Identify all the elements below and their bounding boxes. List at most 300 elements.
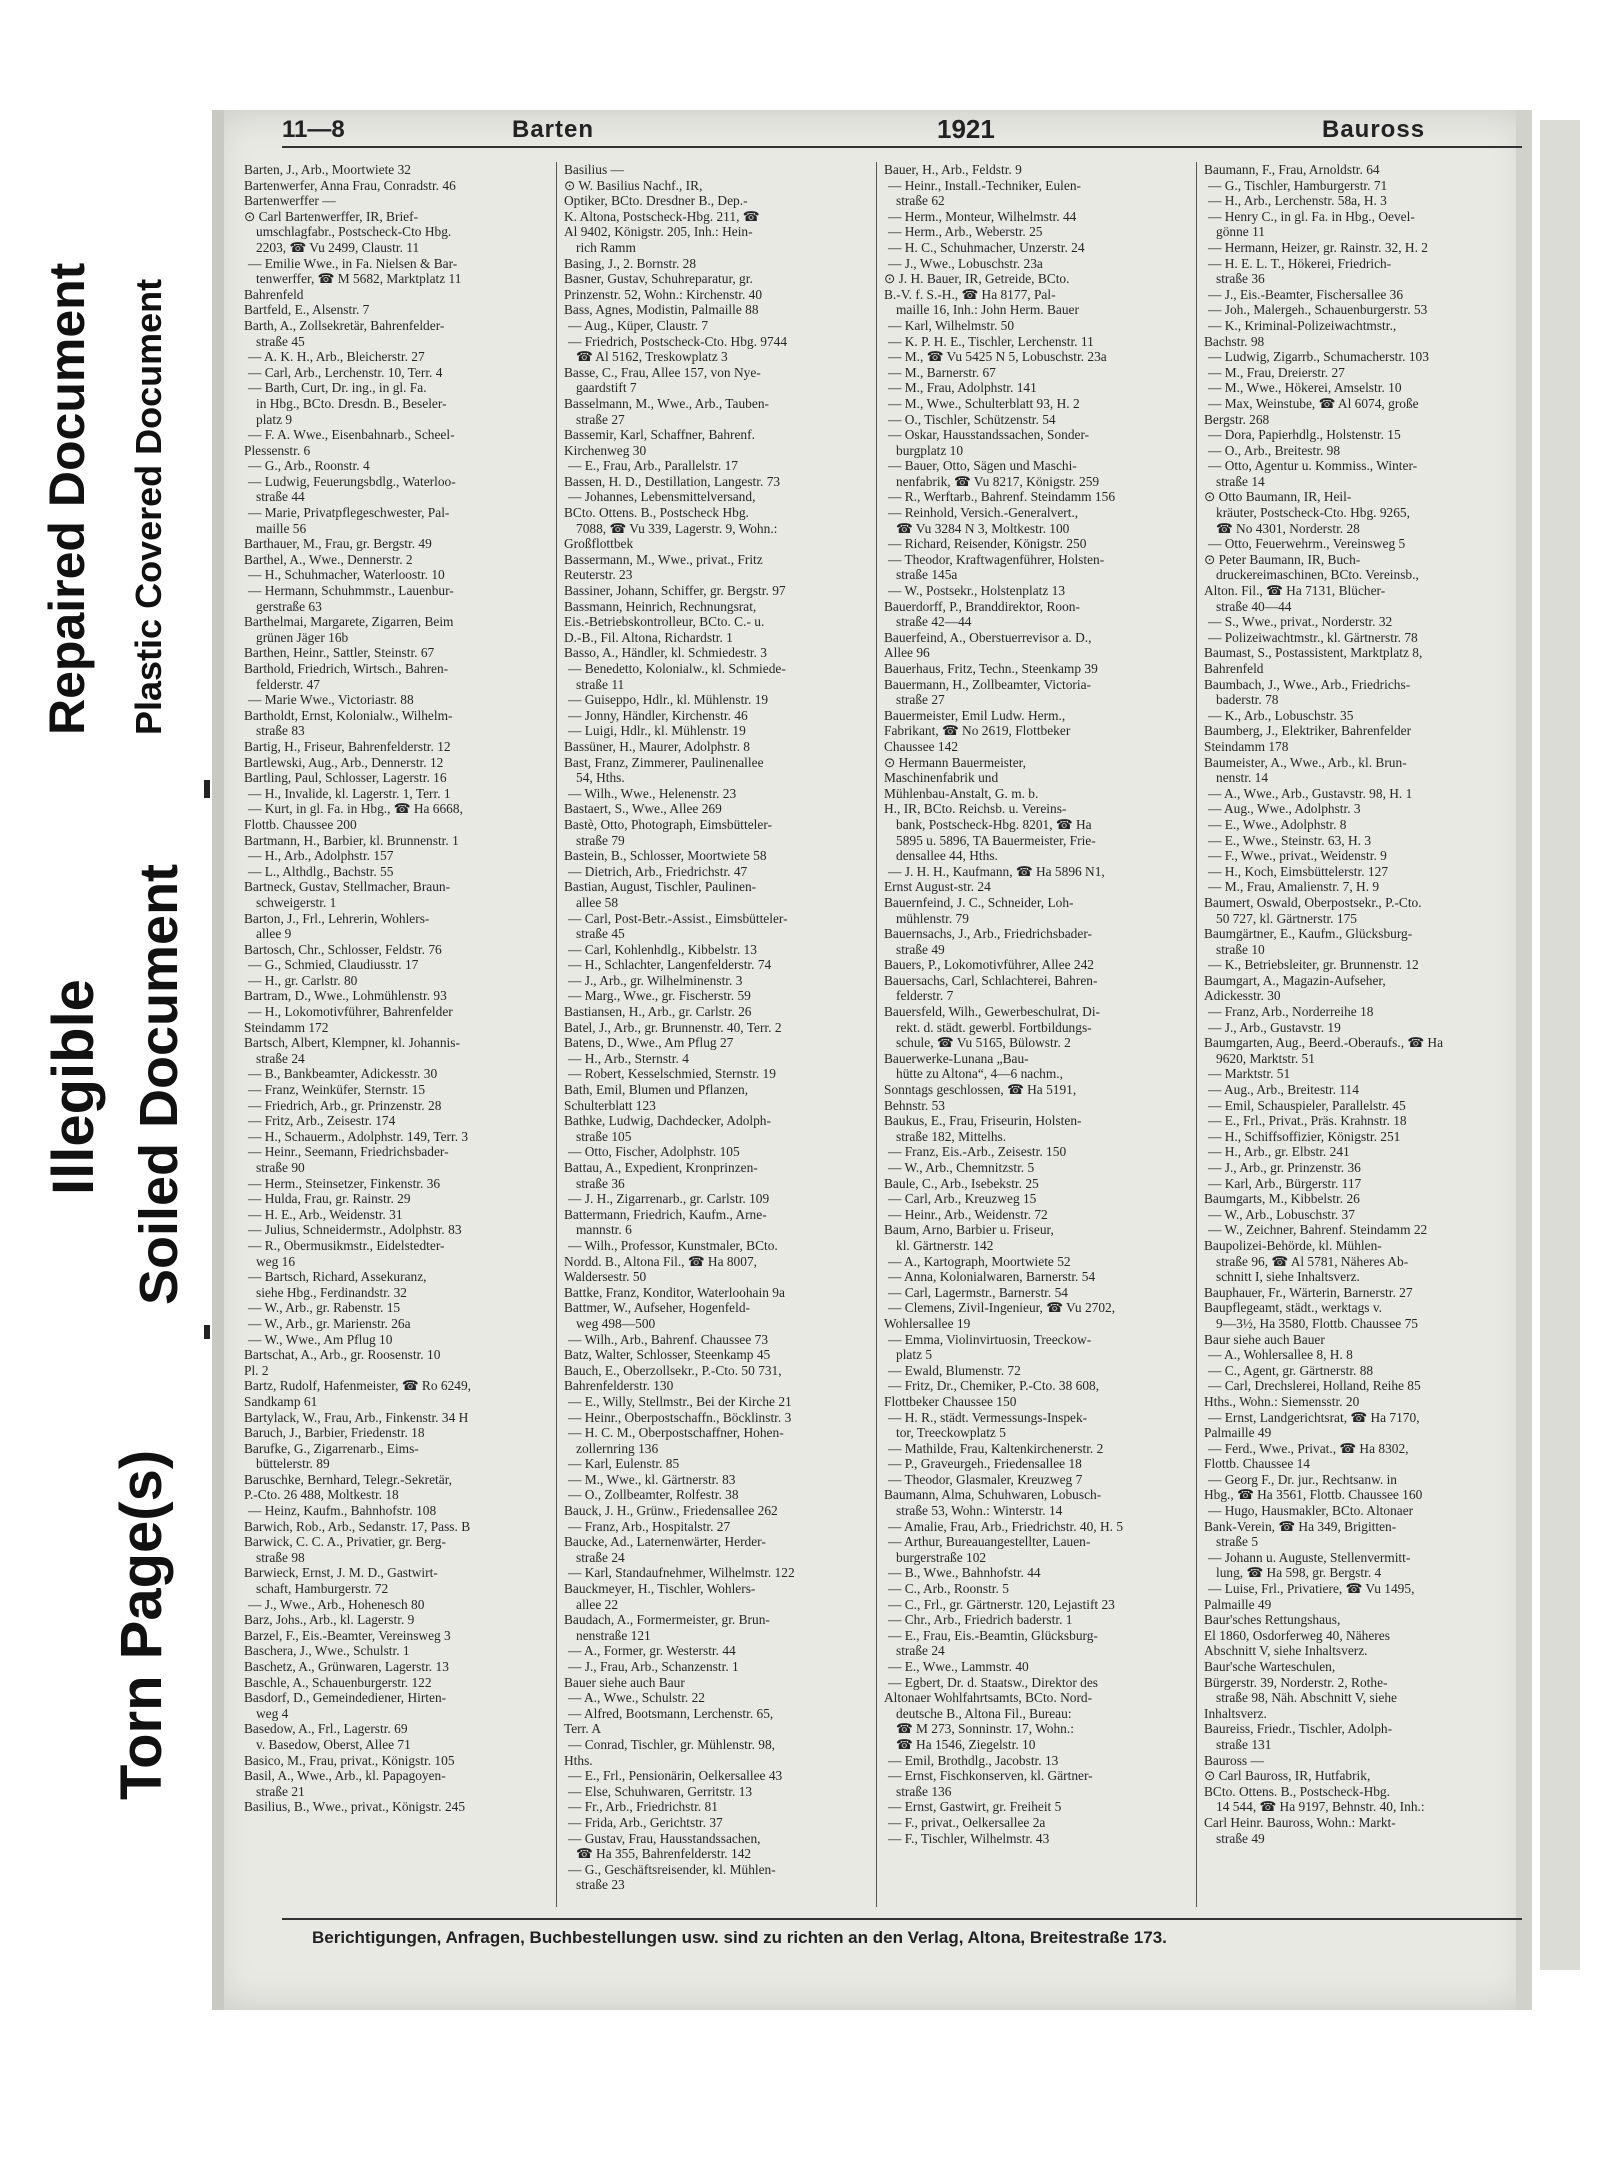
directory-line: — Franz, Arb., Hospitalstr. 27 bbox=[568, 1518, 731, 1534]
directory-line: Baudach, A., Formermeister, gr. Brun- bbox=[564, 1612, 770, 1628]
directory-line: — S., Wwe., privat., Norderstr. 32 bbox=[1208, 614, 1393, 630]
directory-line: Bartholdt, Ernst, Kolonialw., Wilhelm- bbox=[244, 707, 453, 723]
directory-line: Bauermann, H., Zollbeamter, Victoria- bbox=[884, 676, 1092, 692]
directory-line: Baschle, A., Schauenburgerstr. 122 bbox=[244, 1674, 432, 1690]
directory-line: — Ernst, Landgerichtsrat, ☎ Ha 7170, bbox=[1208, 1409, 1420, 1425]
directory-line: Barwieck, Ernst, J. M. D., Gastwirt- bbox=[244, 1565, 438, 1581]
column-rule bbox=[1196, 162, 1197, 1907]
directory-line: — Hermann, Heizer, gr. Rainstr. 32, H. 2 bbox=[1208, 239, 1428, 255]
directory-line: — Max, Weinstube, ☎ Al 6074, große bbox=[1208, 395, 1419, 411]
directory-line: — Reinhold, Versich.-Generalvert., bbox=[888, 505, 1079, 521]
directory-line: — Ernst, Gastwirt, gr. Freiheit 5 bbox=[888, 1799, 1062, 1815]
directory-line: — H. C. M., Oberpostschaffner, Hohen- bbox=[568, 1425, 784, 1441]
directory-line: — H., Schiffsoffizier, Königstr. 251 bbox=[1208, 1128, 1401, 1144]
directory-line: — K. P. H. E., Tischler, Lerchenstr. 11 bbox=[888, 333, 1094, 349]
directory-line: Barz, Johs., Arb., kl. Lagerstr. 9 bbox=[244, 1612, 415, 1628]
page-header bbox=[282, 110, 1522, 148]
directory-line: — F., Wwe., privat., Weidenstr. 9 bbox=[1208, 848, 1387, 864]
directory-line: Baruch, J., Barbier, Friedenstr. 18 bbox=[244, 1425, 425, 1441]
directory-line: v. Basedow, Oberst, Allee 71 bbox=[256, 1736, 411, 1752]
directory-line: Baschera, J., Wwe., Schulstr. 1 bbox=[244, 1643, 410, 1659]
directory-line: — G., Arb., Roonstr. 4 bbox=[248, 458, 370, 474]
directory-line: baderstr. 78 bbox=[1216, 692, 1279, 708]
directory-line: straße 49 bbox=[1216, 1830, 1265, 1846]
directory-line: Schulterblatt 123 bbox=[564, 1097, 656, 1113]
directory-line: Bartling, Paul, Schlosser, Lagerstr. 16 bbox=[244, 770, 447, 786]
directory-line: Bassermann, M., Wwe., privat., Fritz bbox=[564, 551, 763, 567]
directory-line: Maschinenfabrik und bbox=[884, 770, 999, 786]
directory-line: nenstraße 121 bbox=[576, 1627, 651, 1643]
directory-line: Battmer, W., Aufseher, Hogenfeld- bbox=[564, 1300, 750, 1316]
directory-line: — M., Wwe., Hökerei, Amselstr. 10 bbox=[1208, 380, 1402, 396]
directory-line: allee 9 bbox=[256, 926, 292, 942]
directory-line: straße 23 bbox=[576, 1877, 625, 1893]
directory-line: siehe Hbg., Ferdinandstr. 32 bbox=[256, 1284, 407, 1300]
directory-line: — Friedrich, Arb., gr. Prinzenstr. 28 bbox=[248, 1097, 442, 1113]
directory-line: — Carl, Arb., Lerchenstr. 10, Terr. 4 bbox=[248, 364, 443, 380]
directory-line: Baumgarts, M., Kibbelstr. 26 bbox=[1204, 1191, 1360, 1207]
directory-line: — Oskar, Hausstandssachen, Sonder- bbox=[888, 427, 1090, 443]
page-border-right bbox=[1516, 110, 1532, 2010]
directory-line: burgplatz 10 bbox=[896, 442, 964, 458]
directory-line: El 1860, Osdorferweg 40, Näheres bbox=[1204, 1627, 1390, 1643]
directory-line: Hths. bbox=[564, 1752, 593, 1768]
directory-line: Bast, Franz, Zimmerer, Paulinenallee bbox=[564, 754, 764, 770]
directory-line: — W., Arb., gr. Marienstr. 26a bbox=[248, 1315, 411, 1331]
directory-line: Bank-Verein, ☎ Ha 349, Brigitten- bbox=[1204, 1518, 1397, 1534]
directory-line: ⊙ Hermann Bauermeister, bbox=[884, 754, 1026, 770]
directory-line: straße 24 bbox=[576, 1549, 625, 1565]
directory-line: Basse, C., Frau, Allee 157, von Nye- bbox=[564, 364, 761, 380]
directory-line: Bergstr. 268 bbox=[1204, 411, 1270, 427]
directory-line: Bauerwerke-Lunana „Bau- bbox=[884, 1050, 1029, 1066]
directory-line: rich Ramm bbox=[576, 239, 636, 255]
directory-line: straße 36 bbox=[1216, 271, 1265, 287]
directory-column-2 bbox=[564, 162, 866, 1907]
directory-line: Basso, A., Händler, kl. Schmiedestr. 3 bbox=[564, 645, 767, 661]
directory-line: Barwich, Rob., Arb., Sedanstr. 17, Pass. B bbox=[244, 1518, 471, 1534]
page-footer: Berichtigungen, Anfragen, Buchbestellungen usw. sind zu richten an den Verlag, Altona, Breitestraße 173. bbox=[312, 1928, 1167, 1947]
directory-line: kl. Gärtnerstr. 142 bbox=[896, 1237, 994, 1253]
page-border-left bbox=[212, 110, 224, 2010]
directory-line: straße 40—44 bbox=[1216, 598, 1292, 614]
directory-line: gönne 11 bbox=[1216, 224, 1265, 240]
directory-line: felderstr. 7 bbox=[896, 988, 954, 1004]
directory-line: — Benedetto, Kolonialw., kl. Schmiede- bbox=[568, 661, 786, 676]
directory-line: Bauermeister, Emil Ludw. Herm., bbox=[884, 707, 1066, 723]
directory-line: — A., Wwe., Schulstr. 22 bbox=[568, 1690, 706, 1706]
directory-line: — Ferd., Wwe., Privat., ☎ Ha 8302, bbox=[1208, 1440, 1409, 1456]
directory-line: — J., Eis.-Beamter, Fischersallee 36 bbox=[1208, 286, 1404, 302]
directory-line: Al 9402, Königstr. 205, Inh.: Hein- bbox=[564, 224, 753, 240]
directory-line: — H., Invalide, kl. Lagerstr. 1, Terr. 1 bbox=[248, 785, 451, 801]
directory-line: Basing, J., 2. Bornstr. 28 bbox=[564, 255, 697, 271]
directory-line: Großflottbek bbox=[564, 536, 634, 552]
directory-line: — L., Althdlg., Bachstr. 55 bbox=[248, 863, 394, 879]
directory-line: — Luise, Frl., Privatiere, ☎ Vu 1495, bbox=[1208, 1581, 1415, 1597]
directory-line: — H., Koch, Eimsbüttelerstr. 127 bbox=[1208, 863, 1389, 879]
directory-line: Palmaille 49 bbox=[1204, 1596, 1272, 1612]
label-repaired-document: Repaired Document bbox=[39, 262, 95, 735]
directory-line: Hbg., ☎ Ha 3561, Flottb. Chaussee 160 bbox=[1204, 1487, 1423, 1503]
directory-line: ☎ Ha 1546, Ziegelstr. 10 bbox=[896, 1736, 1036, 1752]
directory-line: hütte zu Altona“, 4—6 nachm., bbox=[896, 1066, 1063, 1082]
directory-line: straße 27 bbox=[576, 411, 625, 427]
directory-line: mannstr. 6 bbox=[576, 1222, 632, 1238]
directory-column-1 bbox=[244, 162, 546, 1907]
page-torn-edge bbox=[1540, 120, 1580, 1970]
column-rule bbox=[556, 162, 557, 1907]
directory-line: — Bartsch, Richard, Assekuranz, bbox=[248, 1269, 427, 1285]
directory-line: Bauerhaus, Fritz, Techn., Steenkamp 39 bbox=[884, 661, 1098, 676]
directory-line: — B., Bankbeamter, Adickesstr. 30 bbox=[248, 1066, 438, 1082]
directory-line: straße 105 bbox=[576, 1128, 632, 1144]
directory-line: — H., Schuhmacher, Waterloostr. 10 bbox=[248, 567, 445, 583]
directory-line: Baupflegeamt, städt., werktags v. bbox=[1204, 1300, 1382, 1316]
directory-line: Hths., Wohn.: Siemensstr. 20 bbox=[1204, 1393, 1360, 1409]
directory-line: schaft, Hamburgerstr. 72 bbox=[256, 1581, 389, 1597]
directory-line: Barten, J., Arb., Moortwiete 32 bbox=[244, 162, 411, 177]
directory-line: — Gustav, Frau, Hausstandssachen, bbox=[568, 1830, 761, 1846]
directory-line: — W., Postsekr., Holstenplatz 13 bbox=[888, 583, 1066, 599]
directory-line: Bahrenfeld bbox=[244, 286, 304, 302]
label-torn-pages: Torn Page(s) bbox=[109, 1449, 174, 1800]
directory-line: Bauch, E., Oberzollsekr., P.-Cto. 50 731, bbox=[564, 1362, 782, 1378]
directory-line: — H. R., städt. Vermessungs-Inspek- bbox=[888, 1409, 1088, 1425]
directory-line: ⊙ Otto Baumann, IR, Heil- bbox=[1204, 489, 1352, 505]
directory-line: — Carl, Lagermstr., Barnerstr. 54 bbox=[888, 1284, 1068, 1300]
directory-line: Bastian, August, Tischler, Paulinen- bbox=[564, 879, 757, 895]
directory-line: — Carl, Arb., Kreuzweg 15 bbox=[888, 1191, 1037, 1207]
directory-line: — Joh., Malergeh., Schauenburgerstr. 53 bbox=[1208, 302, 1428, 318]
directory-line: grünen Jäger 16b bbox=[256, 629, 349, 645]
directory-line: BCto. Ottens. B., Postscheck-Hbg. bbox=[1204, 1783, 1390, 1799]
scanned-page bbox=[212, 110, 1532, 2010]
directory-line: — Heinz, Kaufm., Bahnhofstr. 108 bbox=[248, 1503, 437, 1519]
directory-line: — Karl, Wilhelmstr. 50 bbox=[888, 317, 1015, 333]
directory-line: straße 131 bbox=[1216, 1736, 1272, 1752]
directory-line: — G., Schmied, Claudiusstr. 17 bbox=[248, 957, 419, 973]
directory-line: Allee 96 bbox=[884, 645, 930, 661]
directory-line: — Conrad, Tischler, gr. Mühlenstr. 98, bbox=[568, 1736, 776, 1752]
directory-line: straße 45 bbox=[576, 926, 625, 942]
directory-line: — Frida, Arb., Gerichtstr. 37 bbox=[568, 1814, 723, 1830]
directory-line: — Otto, Fischer, Adolphstr. 105 bbox=[568, 1144, 740, 1160]
directory-line: straße 27 bbox=[896, 692, 945, 708]
header-left-word: Barten bbox=[512, 116, 595, 143]
directory-line: Sandkamp 61 bbox=[244, 1393, 318, 1409]
directory-line: — E., Frl., Privat., Präs. Krahnstr. 18 bbox=[1208, 1113, 1407, 1129]
directory-line: platz 9 bbox=[256, 411, 293, 427]
directory-line: — H. E. L. T., Hökerei, Friedrich- bbox=[1208, 255, 1392, 271]
directory-line: Battermann, Friedrich, Kaufm., Arne- bbox=[564, 1206, 767, 1222]
directory-line: 14 544, ☎ Ha 9197, Behnstr. 40, Inh.: bbox=[1216, 1799, 1425, 1815]
directory-line: Baum, Arno, Barbier u. Friseur, bbox=[884, 1222, 1054, 1238]
directory-line: Bartylack, W., Frau, Arb., Finkenstr. 34 H bbox=[244, 1409, 469, 1425]
directory-line: densallee 44, Hths. bbox=[896, 848, 998, 864]
directory-line: Ernst August-str. 24 bbox=[884, 879, 991, 895]
directory-line: gaardstift 7 bbox=[576, 380, 637, 396]
directory-line: — E., Frl., Pensionärin, Oelkersallee 43 bbox=[568, 1768, 783, 1784]
directory-line: Bath, Emil, Blumen und Pflanzen, bbox=[564, 1082, 749, 1098]
directory-line: — Hermann, Schuhmmstr., Lauenbur- bbox=[248, 583, 454, 599]
directory-line: Baumgart, A., Magazin-Aufseher, bbox=[1204, 972, 1386, 988]
directory-line: 5895 u. 5896, TA Bauermeister, Frie- bbox=[896, 832, 1096, 848]
directory-line: — O., Arb., Breitestr. 98 bbox=[1208, 442, 1341, 458]
directory-line: — M., Wwe., Schulterblatt 93, H. 2 bbox=[888, 395, 1080, 411]
directory-line: straße 14 bbox=[1216, 473, 1265, 489]
column-rule bbox=[876, 162, 877, 1907]
directory-line: rekt. d. städt. gewerbl. Fortbildungs- bbox=[896, 1019, 1092, 1035]
directory-line: Bartenwerffer — bbox=[244, 193, 336, 209]
directory-line: straße 36 bbox=[576, 1175, 625, 1191]
directory-line: Bass, Agnes, Modistin, Palmaille 88 bbox=[564, 302, 759, 318]
directory-line: allee 22 bbox=[576, 1596, 619, 1612]
directory-line: allee 58 bbox=[576, 894, 619, 910]
directory-line: — Carl, Post-Betr.-Assist., Eimsbütteler- bbox=[568, 910, 788, 926]
directory-line: zollernring 136 bbox=[576, 1440, 659, 1456]
directory-line: — H., Arb., Sternstr. 4 bbox=[568, 1050, 689, 1066]
separator-mark bbox=[204, 1325, 210, 1339]
directory-line: straße 11 bbox=[576, 676, 625, 692]
header-year: 1921 bbox=[937, 114, 995, 144]
directory-line: Barufke, G., Zigarrenarb., Eims- bbox=[244, 1440, 419, 1456]
directory-line: — Robert, Kesselschmied, Sternstr. 19 bbox=[568, 1066, 776, 1082]
directory-line: — Carl, Kohlenhdlg., Kibbelstr. 13 bbox=[568, 941, 757, 957]
directory-line: — Emil, Brothdlg., Jacobstr. 13 bbox=[888, 1752, 1059, 1768]
directory-line: Baumgarten, Aug., Beerd.-Oberaufs., ☎ Ha bbox=[1204, 1035, 1444, 1051]
directory-line: Eis.-Betriebskontrolleur, BCto. C.- u. bbox=[564, 614, 765, 630]
directory-line: — Friedrich, Postscheck-Cto. Hbg. 9744 bbox=[568, 333, 788, 349]
directory-line: Baucke, Ad., Laternenwärter, Herder- bbox=[564, 1534, 766, 1550]
directory-line: Bastè, Otto, Photograph, Eimsbütteler- bbox=[564, 816, 772, 832]
directory-line: Bartsch, Albert, Klempner, kl. Johannis- bbox=[244, 1035, 460, 1051]
directory-line: Baur'sches Rettungshaus, bbox=[1204, 1612, 1341, 1628]
directory-line: — G., Geschäftsreisender, kl. Mühlen- bbox=[568, 1861, 776, 1877]
directory-line: — Johann u. Auguste, Stellenvermitt- bbox=[1208, 1549, 1411, 1565]
directory-line: — Fritz, Dr., Chemiker, P.-Cto. 38 608, bbox=[888, 1378, 1100, 1394]
directory-line: Barthold, Friedrich, Wirtsch., Bahren- bbox=[244, 661, 449, 676]
directory-line: straße 136 bbox=[896, 1783, 952, 1799]
directory-line: Steindamm 178 bbox=[1204, 738, 1289, 754]
directory-line: — Herm., Monteur, Wilhelmstr. 44 bbox=[888, 208, 1077, 224]
directory-line: Baumgärtner, E., Kaufm., Glücksburg- bbox=[1204, 926, 1413, 942]
directory-line: straße 98 bbox=[256, 1549, 305, 1565]
directory-line: Basilius, B., Wwe., privat., Königstr. 245 bbox=[244, 1799, 466, 1815]
directory-line: — M., ☎ Vu 5425 N 5, Lobuschstr. 23a bbox=[888, 349, 1107, 365]
directory-line: Barthel, A., Wwe., Dennerstr. 2 bbox=[244, 551, 413, 567]
directory-line: — E., Willy, Stellmstr., Bei der Kirche 21 bbox=[568, 1393, 792, 1409]
directory-line: straße 24 bbox=[256, 1050, 305, 1066]
directory-line: Flottb. Chaussee 14 bbox=[1204, 1456, 1311, 1472]
directory-line: — Theodor, Kraftwagenführer, Holsten- bbox=[888, 551, 1105, 567]
directory-line: Baumast, S., Postassistent, Marktplatz 8, bbox=[1204, 645, 1423, 661]
directory-line: — H., Arb., Adolphstr. 157 bbox=[248, 848, 394, 864]
directory-column-4 bbox=[1204, 162, 1506, 1907]
directory-line: Optiker, BCto. Dresdner B., Dep.- bbox=[564, 193, 748, 209]
directory-line: — R., Obermusikmstr., Eidelstedter- bbox=[248, 1237, 445, 1253]
directory-line: straße 53, Wohn.: Winterstr. 14 bbox=[896, 1503, 1063, 1519]
directory-line: — E., Frau, Arb., Parallelstr. 17 bbox=[568, 458, 738, 474]
directory-line: — Emilie Wwe., in Fa. Nielsen & Bar- bbox=[248, 255, 458, 271]
directory-line: — Herm., Steinsetzer, Finkenstr. 36 bbox=[248, 1175, 441, 1191]
directory-line: 54, Hths. bbox=[576, 770, 625, 786]
directory-line: — Johannes, Lebensmittelversand, bbox=[568, 489, 756, 505]
directory-line: ☎ M 273, Sonninstr. 17, Wohn.: bbox=[896, 1721, 1074, 1737]
directory-line: — Marktstr. 51 bbox=[1208, 1066, 1291, 1082]
directory-line: ⊙ W. Basilius Nachf., IR, bbox=[564, 177, 703, 193]
directory-line: — A., Kartograph, Moortwiete 52 bbox=[888, 1253, 1071, 1269]
directory-line: ⊙ Peter Baumann, IR, Buch- bbox=[1204, 551, 1361, 567]
directory-line: — Chr., Arb., Friedrich baderstr. 1 bbox=[888, 1612, 1073, 1628]
directory-line: — Emil, Schauspieler, Parallelstr. 45 bbox=[1208, 1097, 1406, 1113]
directory-line: ☎ Al 5162, Treskowplatz 3 bbox=[576, 349, 728, 365]
directory-line: straße 42—44 bbox=[896, 614, 972, 630]
directory-line: in Hbg., BCto. Dresdn. B., Beseler- bbox=[256, 395, 447, 411]
directory-line: — C., Agent, gr. Gärtnerstr. 88 bbox=[1208, 1362, 1374, 1378]
directory-line: straße 45 bbox=[256, 333, 305, 349]
directory-line: Basilius — bbox=[564, 162, 624, 177]
directory-line: straße 90 bbox=[256, 1160, 305, 1175]
directory-line: Baumann, F., Frau, Arnoldstr. 64 bbox=[1204, 162, 1380, 177]
directory-line: — C., Arb., Roonstr. 5 bbox=[888, 1581, 1009, 1597]
directory-line: Baumann, Alma, Schuhwaren, Lobusch- bbox=[884, 1487, 1102, 1503]
directory-line: Baureiss, Friedr., Tischler, Adolph- bbox=[1204, 1721, 1393, 1737]
directory-line: Barwick, C. C. A., Privatier, gr. Berg- bbox=[244, 1534, 446, 1550]
directory-line: Bauerdorff, P., Branddirektor, Roon- bbox=[884, 598, 1080, 614]
directory-line: Bauer, H., Arb., Feldstr. 9 bbox=[884, 162, 1022, 177]
directory-line: — A., Former, gr. Westerstr. 44 bbox=[568, 1643, 736, 1659]
directory-line: — E., Wwe., Lammstr. 40 bbox=[888, 1659, 1029, 1674]
directory-line: — H., Schauerm., Adolphstr. 149, Terr. 3 bbox=[248, 1128, 469, 1144]
directory-line: Bartenwerfer, Anna Frau, Conradstr. 46 bbox=[244, 177, 456, 193]
directory-line: Fabrikant, ☎ No 2619, Flottbeker bbox=[884, 723, 1071, 739]
directory-line: — Franz, Weinküfer, Sternstr. 15 bbox=[248, 1082, 426, 1098]
directory-line: Baule, C., Arb., Isebekstr. 25 bbox=[884, 1175, 1039, 1191]
directory-line: straße 145a bbox=[896, 567, 958, 583]
directory-line: — Karl, Standaufnehmer, Wilhelmstr. 122 bbox=[568, 1565, 795, 1581]
directory-line: Bahrenfeld bbox=[1204, 661, 1264, 676]
directory-line: — Aug., Arb., Breitestr. 114 bbox=[1208, 1082, 1359, 1098]
directory-line: Bartmann, H., Barbier, kl. Brunnenstr. 1 bbox=[244, 832, 459, 848]
directory-line: Bauphauer, Fr., Wärterin, Barnerstr. 27 bbox=[1204, 1284, 1413, 1300]
directory-line: — Heinr., Oberpostschaffn., Böcklinstr. 3 bbox=[568, 1409, 792, 1425]
directory-line: Bartneck, Gustav, Stellmacher, Braun- bbox=[244, 879, 451, 895]
directory-line: Wohlersallee 19 bbox=[884, 1315, 971, 1331]
directory-line: Steindamm 172 bbox=[244, 1019, 329, 1035]
directory-line: Bauck, J. H., Grünw., Friedensallee 262 bbox=[564, 1503, 778, 1519]
directory-line: — P., Graveurgeh., Friedensallee 18 bbox=[888, 1456, 1082, 1472]
directory-line: — Clemens, Zivil-Ingenieur, ☎ Vu 2702, bbox=[888, 1300, 1116, 1316]
directory-line: — W., Wwe., Am Pflug 10 bbox=[248, 1331, 393, 1347]
directory-line: maille 56 bbox=[256, 520, 307, 536]
separator-mark bbox=[204, 780, 210, 798]
directory-line: — Carl, Drechslerei, Holland, Reihe 85 bbox=[1208, 1378, 1421, 1394]
directory-line: — Fr., Arb., Friedrichstr. 81 bbox=[568, 1799, 718, 1815]
directory-line: Batz, Walter, Schlosser, Steenkamp 45 bbox=[564, 1347, 771, 1363]
directory-line: Chaussee 142 bbox=[884, 738, 959, 754]
directory-line: — Ernst, Fischkonserven, kl. Gärtner- bbox=[888, 1768, 1093, 1784]
directory-line: 7088, ☎ Vu 339, Lagerstr. 9, Wohn.: bbox=[576, 520, 778, 536]
directory-line: straße 44 bbox=[256, 489, 305, 505]
directory-line: — Aug., Küper, Claustr. 7 bbox=[568, 317, 709, 333]
directory-line: — J., Wwe., Lobuschstr. 23a bbox=[888, 255, 1043, 271]
directory-line: — M., Frau, Dreierstr. 27 bbox=[1208, 364, 1345, 380]
directory-line: — F., privat., Oelkersallee 2a bbox=[888, 1814, 1046, 1830]
directory-line: — Guiseppo, Hdlr., kl. Mühlenstr. 19 bbox=[568, 692, 769, 708]
directory-line: Basner, Gustav, Schuhreparatur, gr. bbox=[564, 271, 753, 287]
directory-line: ☎ Vu 3284 N 3, Moltkestr. 100 bbox=[896, 520, 1070, 536]
directory-line: — H., Arb., Lerchenstr. 58a, H. 3 bbox=[1208, 193, 1387, 209]
directory-line: tenwerffer, ☎ M 5682, Marktplatz 11 bbox=[256, 271, 462, 287]
directory-line: ⊙ J. H. Bauer, IR, Getreide, BCto. bbox=[884, 271, 1070, 287]
directory-line: — Aug., Wwe., Adolphstr. 3 bbox=[1208, 801, 1361, 817]
directory-line: — H., Arb., gr. Elbstr. 241 bbox=[1208, 1144, 1350, 1160]
directory-line: Bartram, D., Wwe., Lohmühlenstr. 93 bbox=[244, 988, 447, 1004]
directory-line: Flottb. Chaussee 200 bbox=[244, 816, 357, 832]
directory-line: — Ludwig, Zigarrb., Schumacherstr. 103 bbox=[1208, 349, 1429, 365]
directory-line: — Dora, Papierhdlg., Holstenstr. 15 bbox=[1208, 427, 1401, 443]
directory-line: nenstr. 14 bbox=[1216, 770, 1269, 786]
directory-line: Carl Heinr. Bauross, Wohn.: Markt- bbox=[1204, 1814, 1396, 1830]
directory-line: Bartosch, Chr., Schlosser, Feldstr. 76 bbox=[244, 941, 442, 957]
directory-line: Behnstr. 53 bbox=[884, 1097, 946, 1113]
directory-line: Barthelmai, Margarete, Zigarren, Beim bbox=[244, 614, 454, 630]
directory-line: Flottbeker Chaussee 150 bbox=[884, 1393, 1017, 1409]
directory-line: Pl. 2 bbox=[244, 1362, 269, 1378]
directory-line: — O., Zollbeamter, Rolfestr. 38 bbox=[568, 1487, 739, 1503]
directory-line: — O., Tischler, Schützenstr. 54 bbox=[888, 411, 1056, 427]
directory-line: — H., gr. Carlstr. 80 bbox=[248, 972, 358, 988]
directory-line: — W., Arb., gr. Rabenstr. 15 bbox=[248, 1300, 401, 1316]
directory-line: — W., Arb., Lobuschstr. 37 bbox=[1208, 1206, 1355, 1222]
directory-line: büttelerstr. 89 bbox=[256, 1456, 330, 1472]
directory-line: Baumert, Oswald, Oberpostsekr., P.-Cto. bbox=[1204, 894, 1422, 910]
directory-column-3 bbox=[884, 162, 1186, 1907]
directory-line: mühlenstr. 79 bbox=[896, 910, 969, 926]
directory-line: — Barth, Curt, Dr. ing., in gl. Fa. bbox=[248, 380, 427, 396]
directory-line: Battke, Franz, Konditor, Waterloohain 9a bbox=[564, 1284, 785, 1300]
directory-line: straße 49 bbox=[896, 941, 945, 957]
directory-line: ⊙ Carl Bauross, IR, Hutfabrik, bbox=[1204, 1768, 1371, 1784]
directory-line: — Hulda, Frau, gr. Rainstr. 29 bbox=[248, 1191, 411, 1207]
directory-line: — Karl, Arb., Bürgerstr. 117 bbox=[1208, 1175, 1362, 1191]
directory-line: Bauer siehe auch Baur bbox=[564, 1674, 685, 1690]
directory-line: — Otto, Agentur u. Kommiss., Winter- bbox=[1208, 458, 1418, 474]
directory-line: 50 727, kl. Gärtnerstr. 175 bbox=[1216, 910, 1357, 926]
directory-line: — J. H., Zigarrenarb., gr. Carlstr. 109 bbox=[568, 1191, 770, 1207]
label-soiled-document: Soiled Document bbox=[129, 863, 189, 1305]
directory-line: straße 10 bbox=[1216, 941, 1265, 957]
directory-line: Baur'sche Warteschulen, bbox=[1204, 1659, 1336, 1674]
directory-line: Baruschke, Bernhard, Telegr.-Sekretär, bbox=[244, 1471, 452, 1487]
directory-line: straße 5 bbox=[1216, 1534, 1259, 1550]
directory-line: — Marg., Wwe., gr. Fischerstr. 59 bbox=[568, 988, 751, 1004]
directory-line: B.-V. f. S.-H., ☎ Ha 8177, Pal- bbox=[884, 286, 1056, 302]
directory-line: — Wilh., Wwe., Helenenstr. 23 bbox=[568, 785, 737, 801]
directory-line: — Wilh., Professor, Kunstmaler, BCto. bbox=[568, 1237, 778, 1253]
directory-line: — Ewald, Blumenstr. 72 bbox=[888, 1362, 1021, 1378]
directory-line: Baumbach, J., Wwe., Arb., Friedrichs- bbox=[1204, 676, 1411, 692]
directory-line: — F., Tischler, Wilhelmstr. 43 bbox=[888, 1830, 1050, 1846]
directory-line: — Karl, Eulenstr. 85 bbox=[568, 1456, 680, 1472]
directory-line: Plessenstr. 6 bbox=[244, 442, 311, 458]
header-page-number: 11—8 bbox=[282, 116, 345, 143]
directory-line: Mühlenbau-Anstalt, G. m. b. bbox=[884, 785, 1039, 801]
directory-line: Basselmann, M., Wwe., Arb., Tauben- bbox=[564, 395, 769, 411]
directory-line: Bartlewski, Aug., Arb., Dennerstr. 12 bbox=[244, 754, 444, 770]
directory-line: Palmaille 49 bbox=[1204, 1425, 1272, 1441]
